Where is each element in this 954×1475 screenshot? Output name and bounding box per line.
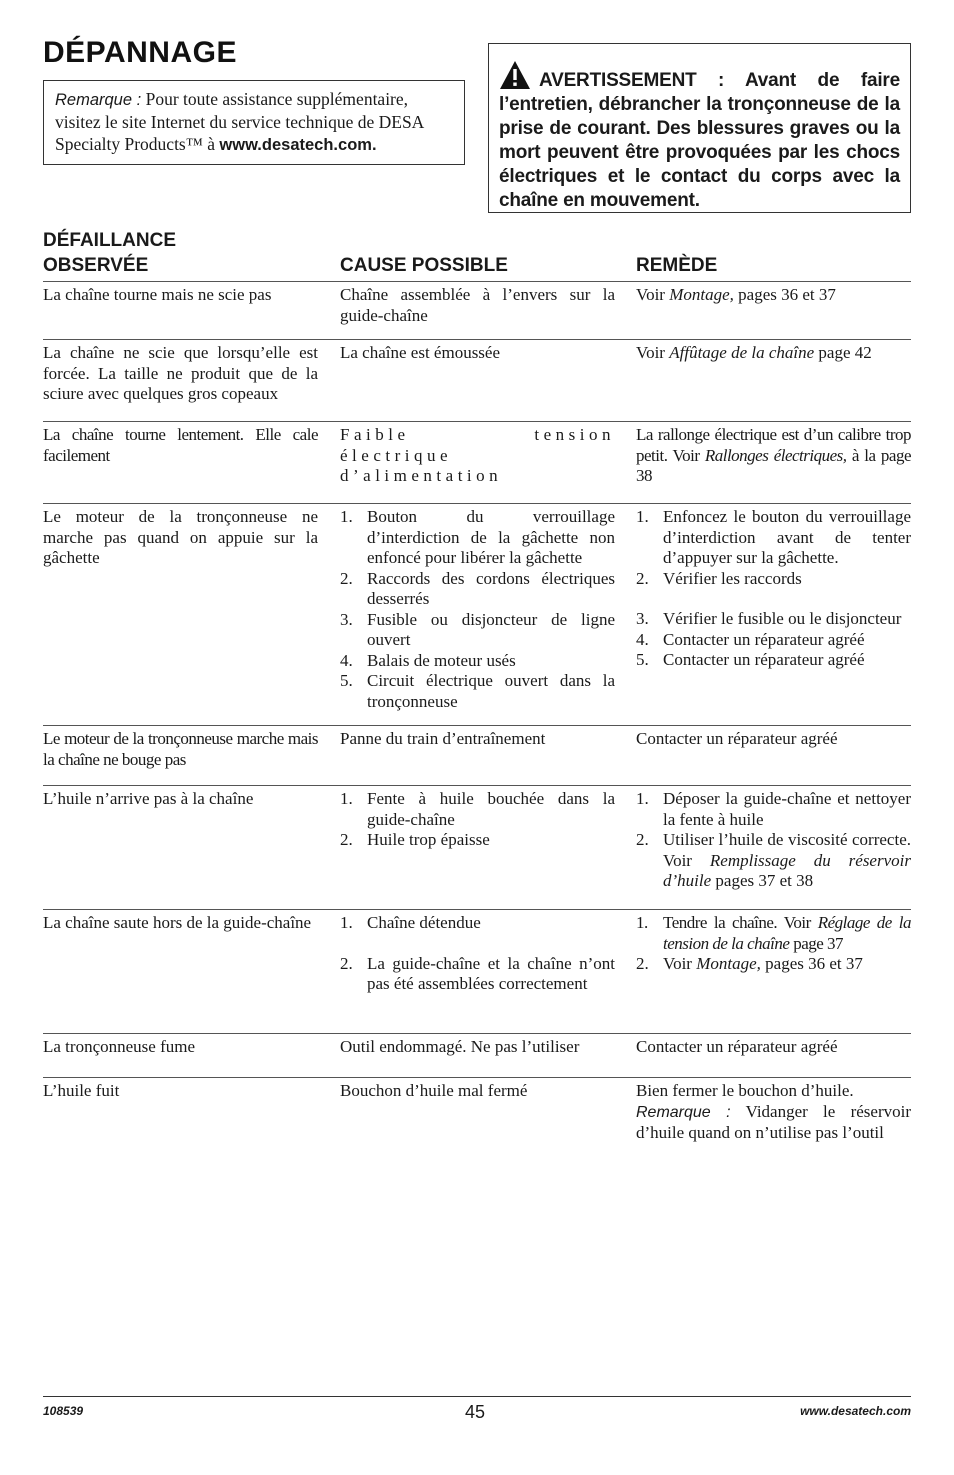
list-item: 1. Tendre la chaîne. Voir Réglage de la tension de la chaîne page 37 xyxy=(636,913,911,953)
remedy-list xyxy=(636,789,911,892)
cause-cell: Panne du train d’entraînement xyxy=(340,729,546,748)
list-item: 5. Contacter un réparateur agréé xyxy=(636,650,865,669)
note-text: Pour toute assistance supplémentaire, visitez le site Internet du service technique de DESA Specialty Products™ à xyxy=(55,89,424,154)
list-item: 2. Vérifier les raccords xyxy=(636,568,802,588)
note-url: www.desatech.com. xyxy=(219,136,377,154)
remedy-list xyxy=(636,507,911,671)
remedy-text: Voir xyxy=(636,285,670,304)
column-header-symptom: DÉFAILLANCE OBSERVÉE xyxy=(43,230,176,276)
list-item: 1. Enfoncez le bouton du verrouillage d’interdiction avant de tenter d’appuyer sur la gâchette. xyxy=(636,507,911,567)
symptom-cell: L’huile n’arrive pas à la chaîne xyxy=(43,789,254,808)
remedy-cell: Contacter un réparateur agréé xyxy=(636,1037,838,1056)
warning-box xyxy=(488,43,911,213)
cause-cell: La chaîne est émoussée xyxy=(340,343,501,362)
symptom-cell: Le moteur de la tronçonneuse ne marche pas quand on appuie sur la gâchette xyxy=(43,507,318,567)
warning-triangle-icon xyxy=(499,60,531,90)
symptom-cell: La tronçonneuse fume xyxy=(43,1037,195,1056)
remedy-cell xyxy=(636,285,911,306)
note-box xyxy=(43,80,465,165)
warning-text: AVERTISSEMENT : Avant de faire l’entretien, débrancher la tronçonneuse de la prise de courant. Des blessures graves ou la mort peuvent être provoquées par les chocs électriques et le contact du corps avec la chaîne en mouvement. xyxy=(499,70,900,211)
table-row xyxy=(43,725,911,785)
table-row xyxy=(43,785,911,909)
page-title: DÉPANNAGE xyxy=(43,36,237,69)
table-row xyxy=(43,281,911,339)
footer-url: www.desatech.com xyxy=(800,1404,911,1418)
footer-divider xyxy=(43,1396,911,1397)
symptom-cell: La chaîne saute hors de la guide-chaîne xyxy=(43,913,312,932)
page-number: 45 xyxy=(465,1402,486,1422)
remedy-cell xyxy=(636,343,911,364)
list-item: 1. Fente à huile bouchée dans la guide-chaîne xyxy=(340,789,615,829)
table-header xyxy=(43,226,911,278)
cause-list xyxy=(340,507,615,712)
remedy-cell xyxy=(636,425,911,487)
table-row xyxy=(43,909,911,1033)
doc-number: 108539 xyxy=(43,1404,84,1418)
symptom-cell: Le moteur de la tronçonneuse marche mais la chaîne ne bouge pas xyxy=(43,729,318,769)
symptom-cell: La chaîne tourne mais ne scie pas xyxy=(43,285,272,304)
list-item: 4. Contacter un réparateur agréé xyxy=(636,629,865,649)
table-row xyxy=(43,421,911,503)
list-item: 5. Circuit électrique ouvert dans la tronçonneuse xyxy=(340,671,615,711)
remedy-note: Vidanger le réservoir d’huile quand on n’utilise pas l’outil xyxy=(636,1101,911,1142)
cause-list xyxy=(340,789,615,851)
column-header-remedy: REMÈDE xyxy=(636,255,718,276)
remedy-text: à la page 38 xyxy=(636,445,911,485)
cause-text: Faible tension électrique d’alimentation xyxy=(340,425,615,485)
list-item: 2. Utiliser l’huile de viscosité correcte. Voir Remplissage du réservoir d’huile pages 37 et 38 xyxy=(636,830,911,890)
list-item: 2. Raccords des cordons électriques desserrés xyxy=(340,568,615,608)
list-item: 1. Déposer la guide-chaîne et nettoyer la fente à huile xyxy=(636,789,911,829)
remedy-reference: Affûtage de la chaîne xyxy=(669,343,815,362)
remedy-list xyxy=(636,913,911,975)
table-row xyxy=(43,1033,911,1077)
list-item: 2. La guide-chaîne et la chaîne n’ont pas été assemblées correctement xyxy=(340,953,615,993)
remedy-cell xyxy=(636,1081,911,1144)
remedy-note-label: Remarque : xyxy=(636,1103,731,1121)
remedy-cell: Contacter un réparateur agréé xyxy=(636,729,838,748)
cause-list xyxy=(340,913,615,995)
remedy-text: page 42 xyxy=(814,343,872,362)
remedy-reference: Rallonges électriques, xyxy=(704,445,847,465)
list-item: 2. Huile trop épaisse xyxy=(340,830,490,849)
list-item: 1. Bouton du verrouillage d’interdiction de la gâchette non enfoncé pour libérer la gâchette xyxy=(340,507,615,567)
table-row xyxy=(43,339,911,421)
remedy-text: pages 36 et 37 xyxy=(733,285,836,304)
cause-cell: Chaîne assemblée à l’envers sur la guide-chaîne xyxy=(340,285,615,325)
remedy-text: Voir xyxy=(636,343,670,362)
list-item: 1. Chaîne détendue xyxy=(340,913,481,932)
list-item: 4. Balais de moteur usés xyxy=(340,650,516,670)
remedy-text: La rallonge électrique est d’un calibre trop petit. Voir xyxy=(636,425,911,465)
list-item: 3. Fusible ou disjoncteur de ligne ouvert xyxy=(340,609,615,649)
list-item: 2. Voir Montage, pages 36 et 37 xyxy=(636,954,863,973)
cause-cell: Bouchon d’huile mal fermé xyxy=(340,1081,528,1100)
table-row xyxy=(43,1077,911,1177)
symptom-cell: La chaîne tourne lentement. Elle cale facilement xyxy=(43,425,318,465)
symptom-cell: L’huile fuit xyxy=(43,1081,120,1100)
remedy-reference: Montage, xyxy=(669,285,734,304)
note-label: Remarque : xyxy=(55,91,142,109)
remedy-text: Bien fermer le bouchon d’huile. xyxy=(636,1081,854,1100)
symptom-cell: La chaîne ne scie que lorsqu’elle est forcée. La taille ne produit que de la sciure avec quelques gros copeaux xyxy=(43,343,318,403)
cause-cell: Outil endommagé. Ne pas l’utiliser xyxy=(340,1037,580,1056)
column-header-cause: CAUSE POSSIBLE xyxy=(340,255,508,276)
table-row xyxy=(43,503,911,725)
list-item: 3. Vérifier le fusible ou le disjoncteur xyxy=(636,609,902,628)
troubleshooting-table xyxy=(43,281,911,1177)
cause-cell xyxy=(340,425,615,487)
